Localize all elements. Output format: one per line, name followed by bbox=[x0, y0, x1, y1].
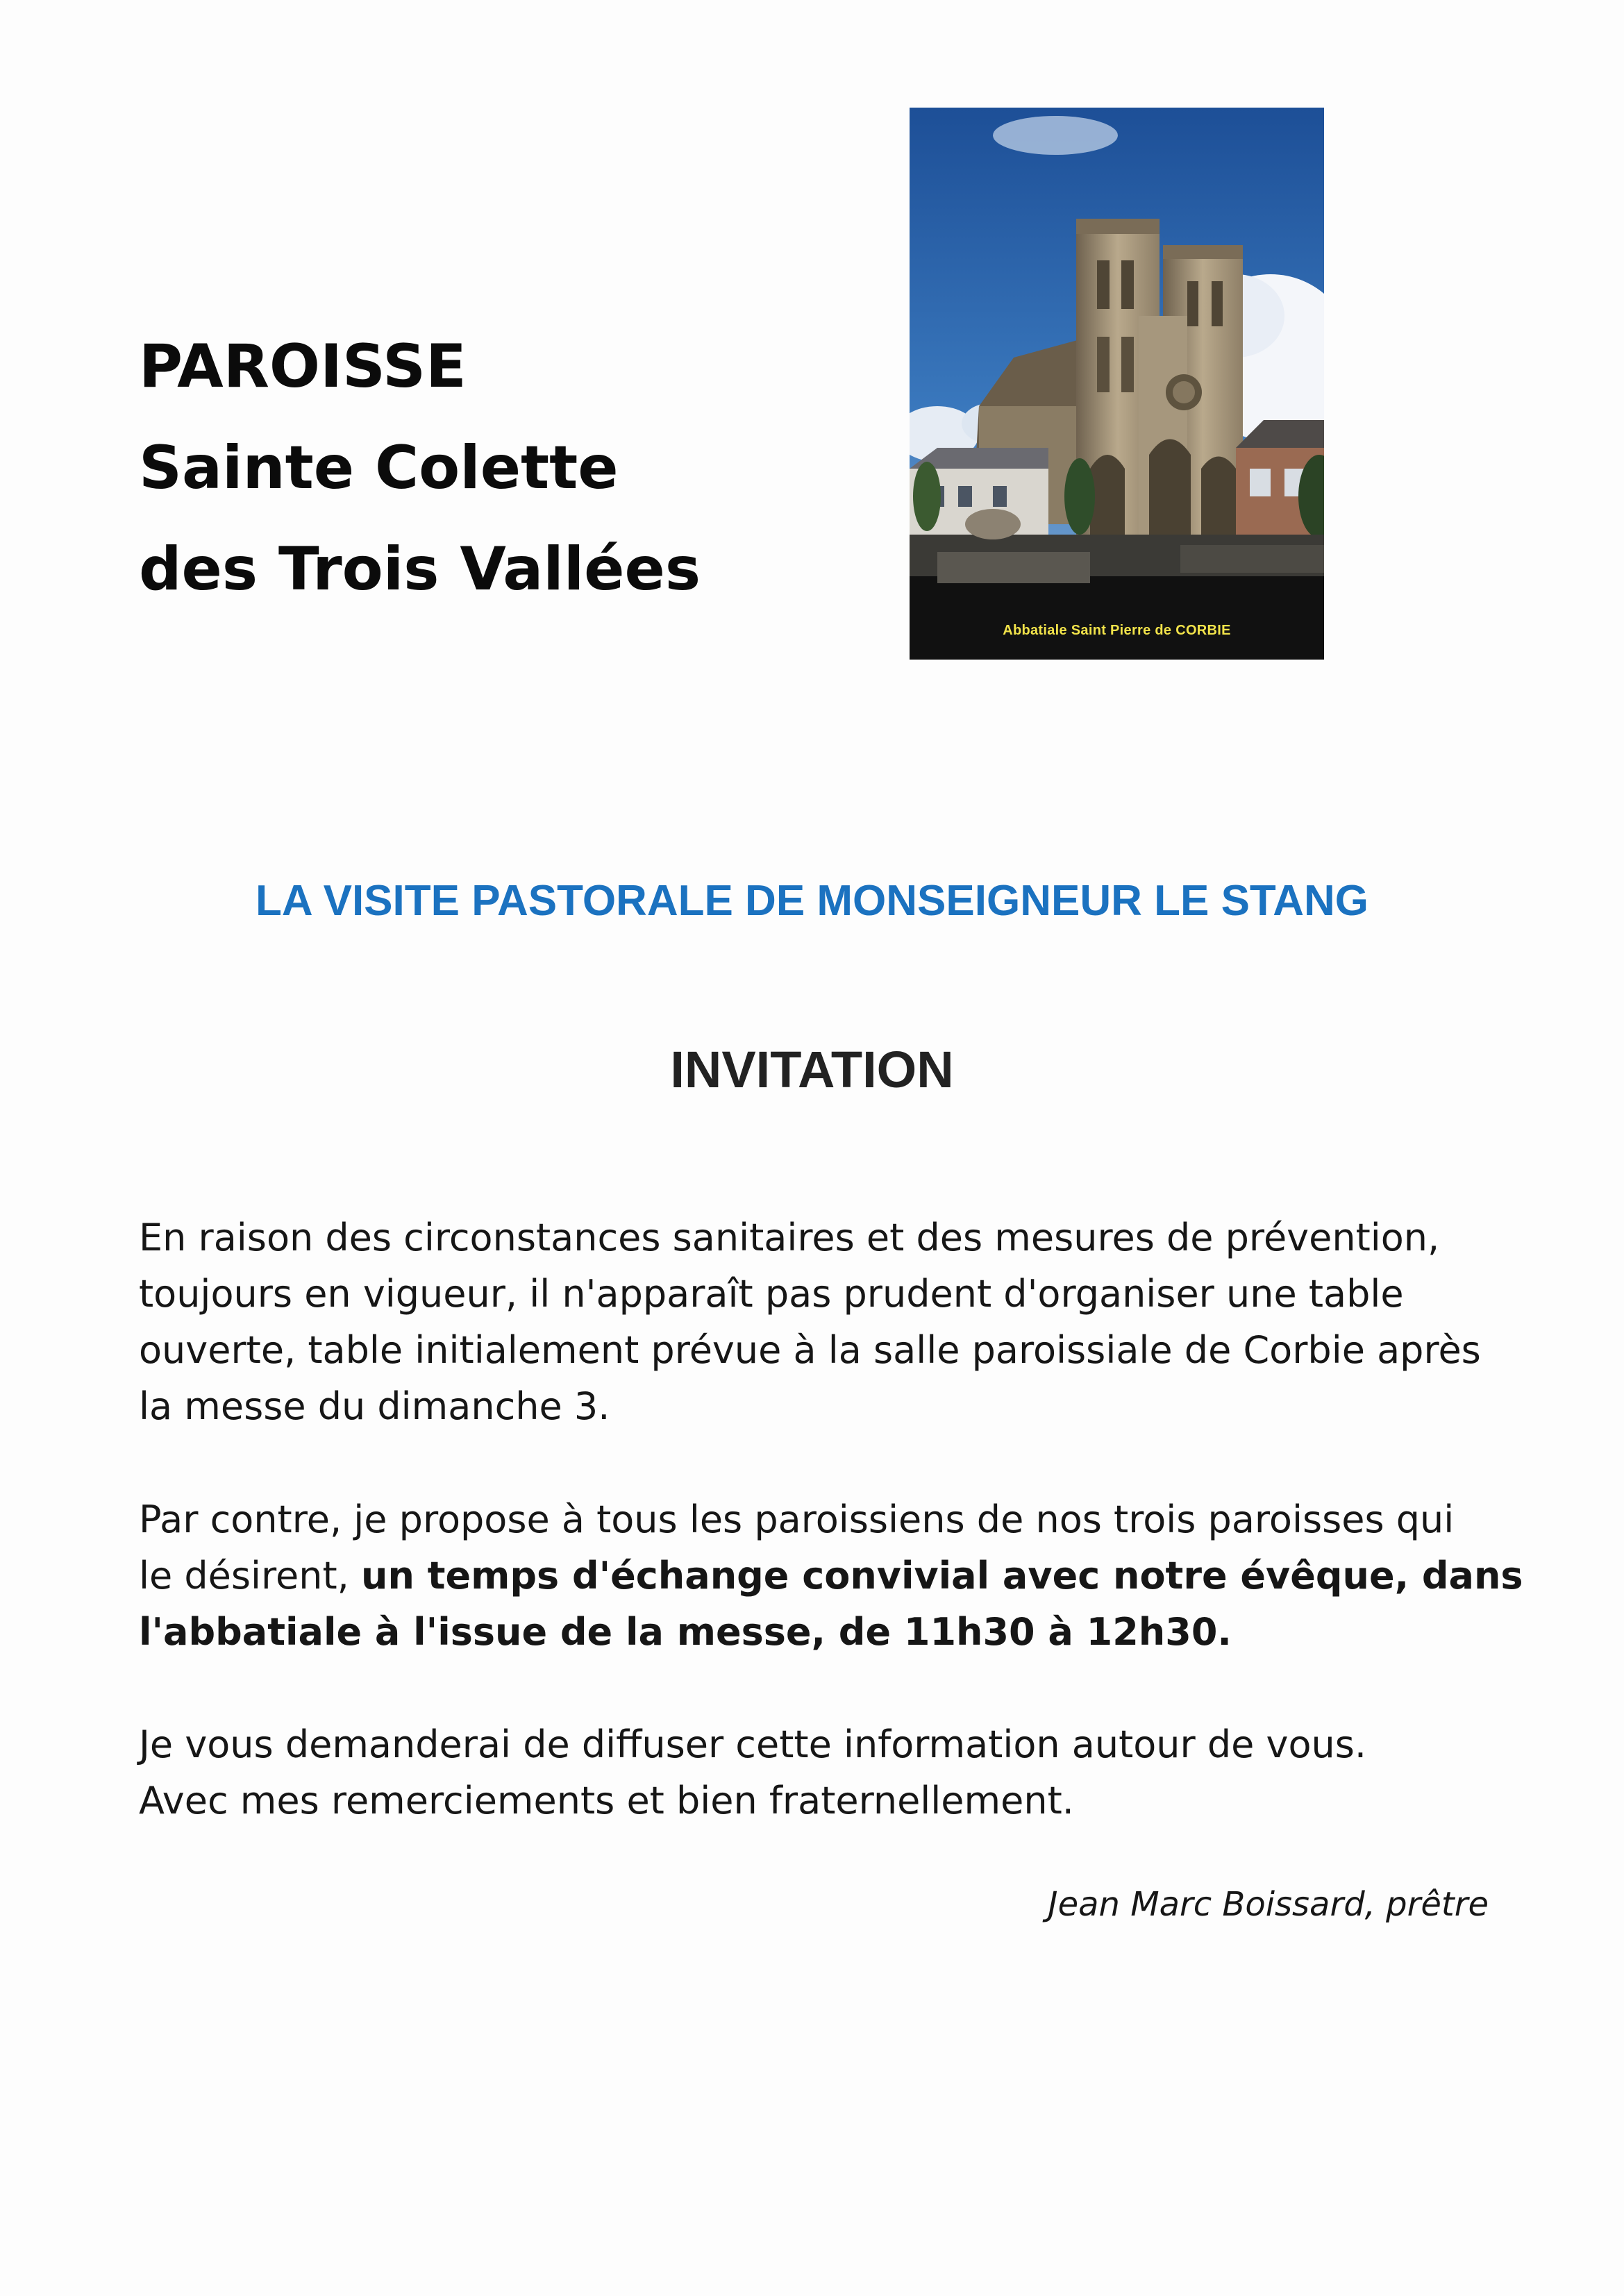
paragraph-circumstances bbox=[139, 1209, 1514, 1434]
paragraph-text: le désirent, bbox=[139, 1554, 361, 1598]
invitation-heading: INVITATION bbox=[670, 1041, 954, 1098]
paragraph-line: ouverte, table initialement prévue à la salle paroissiale de Corbie après bbox=[139, 1328, 1481, 1372]
paragraph-line: la messe du dimanche 3. bbox=[139, 1384, 610, 1428]
paragraph-proposal bbox=[139, 1491, 1523, 1660]
paragraph-line: En raison des circonstances sanitaires et des mesures de prévention, bbox=[139, 1216, 1440, 1259]
parish-title-line-2: Sainte Colette bbox=[139, 433, 619, 503]
highlighted-text: l'abbatiale à l'issue de la messe, de 11h30 à 12h30. bbox=[139, 1610, 1232, 1654]
paragraph-line: Je vous demanderai de diffuser cette information autour de vous. bbox=[139, 1723, 1367, 1766]
paragraph-line: toujours en vigueur, il n'apparaît pas prudent d'organiser une table bbox=[139, 1272, 1404, 1316]
paragraph-line: Par contre, je propose à tous les paroissiens de nos trois paroisses qui bbox=[139, 1498, 1455, 1541]
parish-title-line-3: des Trois Vallées bbox=[139, 535, 701, 604]
highlighted-text: un temps d'échange convivial avec notre évêque, dans bbox=[361, 1554, 1523, 1598]
paragraph-closing bbox=[139, 1716, 1514, 1829]
abbey-photo-image bbox=[910, 108, 1324, 660]
visit-heading: LA VISITE PASTORALE DE MONSEIGNEUR LE STANG bbox=[256, 877, 1368, 925]
abbey-photo bbox=[910, 108, 1324, 660]
parish-title bbox=[139, 316, 701, 620]
photo-caption: Abbatiale Saint Pierre de CORBIE bbox=[1003, 623, 1231, 638]
paragraph-line bbox=[139, 1548, 1523, 1604]
paragraph-line: Avec mes remerciements et bien fraternellement. bbox=[139, 1779, 1074, 1822]
signature: Jean Marc Boissard, prêtre bbox=[1048, 1885, 1489, 1924]
parish-title-line-1: PAROISSE bbox=[139, 332, 467, 401]
